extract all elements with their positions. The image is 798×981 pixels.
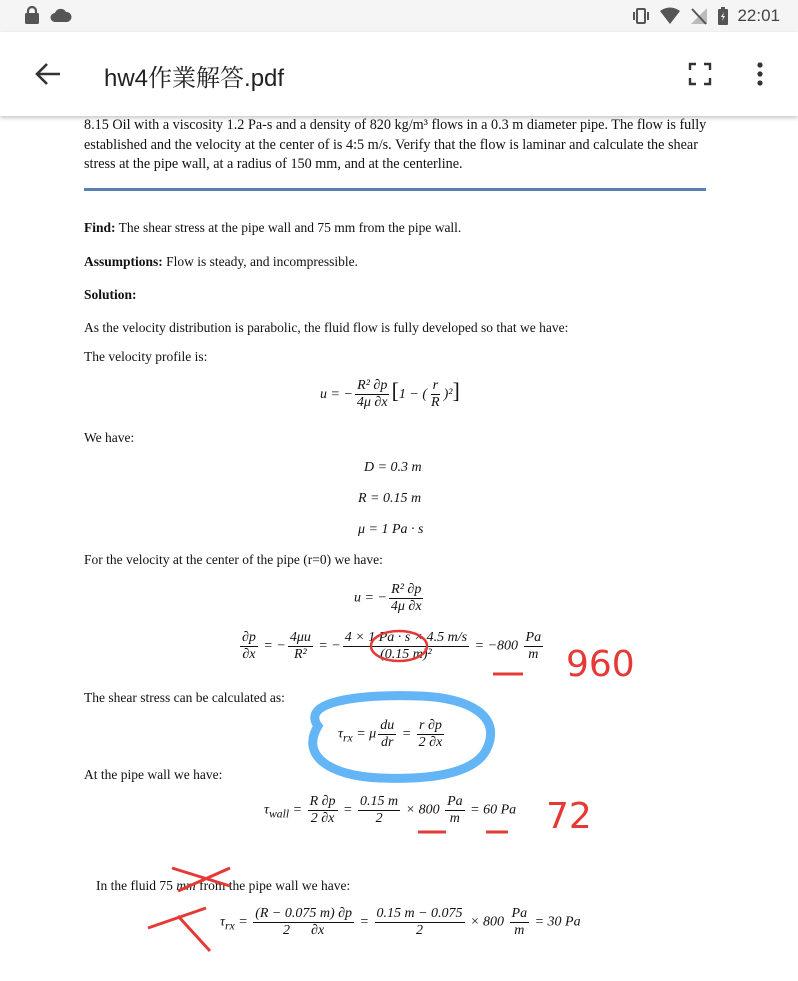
value-60-pa: 60 Pa [483, 802, 517, 818]
shear-text: The shear stress can be calculated as: [84, 690, 285, 705]
fluid-text-b: mm [176, 878, 196, 893]
wall-shear-equation: $\tau_{wall}$ = $\frac{R \partial p}{2 \partial x}$ = $\frac{0.15 m}{2}$ × 800 $\frac{Pa}{m}$ = 60 Pa [264, 794, 517, 826]
wall-text: At the pipe wall we have: [84, 767, 223, 782]
fluid-text-c: from the pipe wall we have: [195, 878, 351, 893]
value-minus-800: −800 [487, 638, 519, 654]
back-arrow-icon[interactable] [32, 60, 64, 88]
fluid-shear-equation: $\tau_{rx}$ = $\frac{(R - 0.075 m) \partial p}{2 \partial x}$ = $\frac{0.15 m - 0.075}{2}$ × 800 $\frac{Pa}{m}$ = 30 Pa [220, 906, 581, 938]
no-signal-icon [689, 7, 709, 25]
center-velocity-equation: u = − $\frac{\text{R² ∂p}}{4\mu \partial x}$ [354, 582, 422, 614]
we-have-label: We have: [84, 430, 135, 445]
document-title: hw4作業解答.pdf [104, 65, 285, 92]
annotation-layer [0, 116, 798, 981]
paragraph-1: As the velocity distribution is parabolic, the fluid flow is fully developed so that we have: [84, 320, 569, 335]
cross-out-equation [148, 908, 210, 951]
value-30-pa: = 30 Pa [534, 914, 581, 930]
divider [84, 188, 706, 191]
center-text: For the velocity at the center of the pipe (r=0) we have: [84, 552, 383, 567]
problem-statement: 8.15 Oil with a viscosity 1.2 Pa-s and a density of 820 kg/m³ flows in a 0.3 m diameter pipe. The flow is fully established and the velocity at the center of is 4:5 m/s. Verify that the flow is laminar and calculate the shear stress at the pipe wall, at a radius of 150 mm, and at the centerline. [84, 117, 707, 172]
fullscreen-icon[interactable] [688, 62, 712, 86]
vibrate-icon [631, 7, 651, 25]
assumptions-label: Assumptions: [84, 254, 163, 269]
lock-icon [24, 6, 40, 24]
pressure-gradient-equation: $\frac{\partial p}{\partial x}$ = − $\frac{4\mu u}{\text{R²}}$ = − $\frac{4 \times 1 Pa \cdot s \times 4.5 m/s}{\text{(0.15 m)²}}$ = −800 $\frac{Pa}{m}$ [242, 630, 542, 662]
wifi-icon [659, 7, 681, 25]
assumptions-text: Flow is steady, and incompressible. [166, 254, 359, 269]
eq-radius: R = 0.15 m [358, 491, 422, 506]
assumptions-line [84, 254, 358, 270]
velocity-profile-equation: u = − $\frac{\text{R² ∂p}}{4\mu \partial x}$ [1 − ( $\frac{r}{R}$ )²] [320, 378, 460, 411]
eq-diameter: D = 0.3 m [364, 460, 422, 475]
eq-viscosity: μ = 1 Pa · s [358, 522, 424, 537]
status-time: 22:01 [737, 6, 780, 25]
status-bar [0, 0, 798, 32]
solution-label: Solution: [84, 287, 137, 302]
find-line [84, 220, 461, 236]
cloud-icon [50, 7, 72, 23]
pdf-page[interactable] [0, 116, 798, 981]
handwritten-72: 72 [546, 796, 592, 837]
shear-stress-equation: $\tau_{rx} = \mu$ $\frac{du}{dr}$ = $\frac{r \partial p}{2 \partial x}$ [338, 718, 443, 750]
battery-icon [717, 7, 729, 25]
more-options-icon[interactable] [748, 60, 772, 88]
app-bar [0, 32, 798, 116]
fluid-text [96, 878, 350, 894]
handwritten-960: 960 [566, 644, 635, 685]
find-text: The shear stress at the pipe wall and 75 mm from the pipe wall. [118, 220, 462, 235]
find-label: Find: [84, 220, 116, 235]
paragraph-2: The velocity profile is: [84, 349, 208, 364]
fluid-text-a: In the fluid 75 [96, 878, 173, 893]
